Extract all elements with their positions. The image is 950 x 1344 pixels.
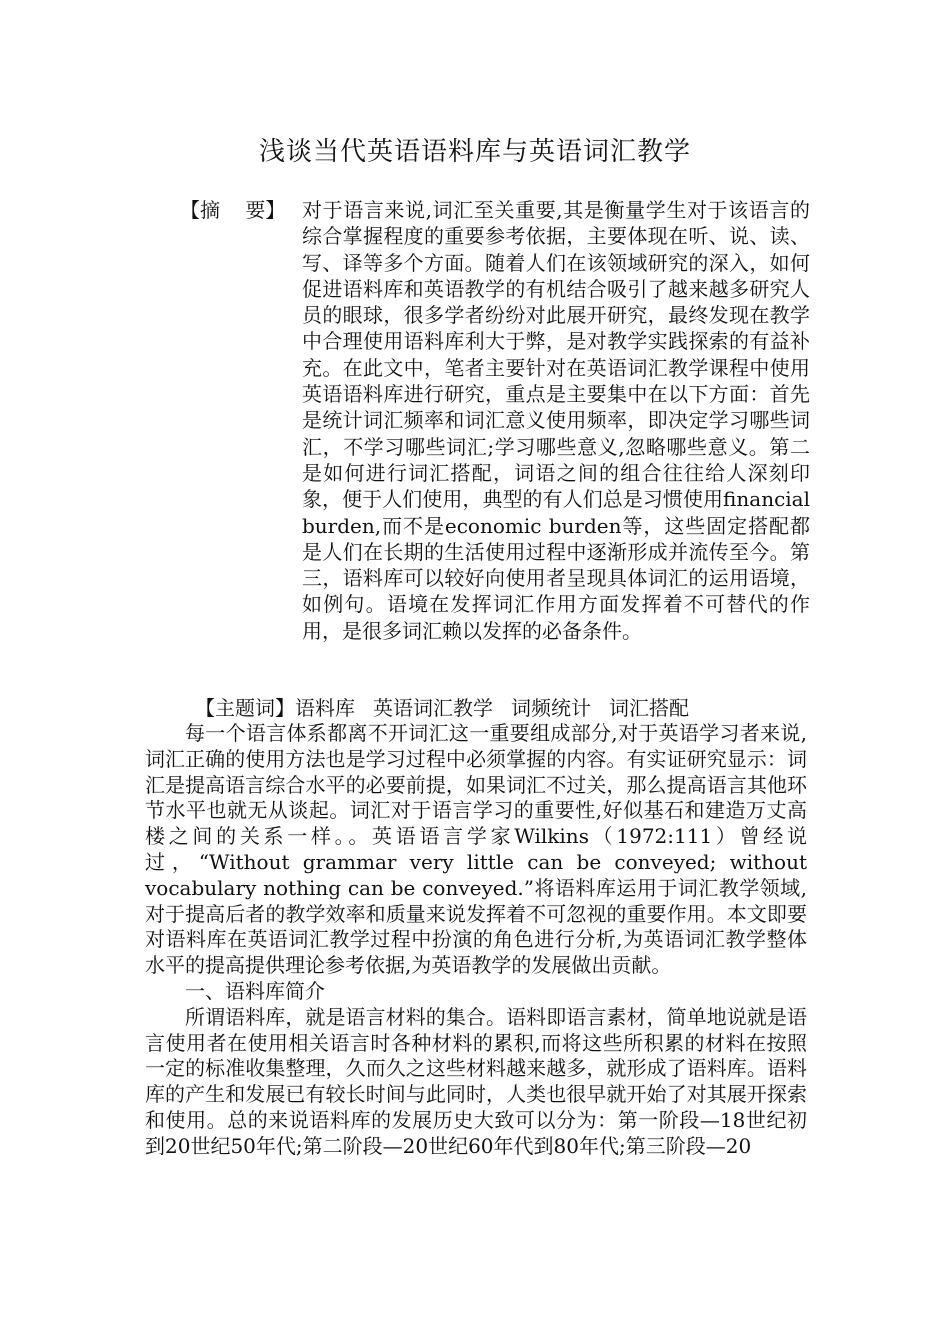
- abstract-label: 【摘 要】: [180, 198, 286, 222]
- keyword: 英语词汇教学: [373, 696, 493, 720]
- keyword: 词频统计: [511, 696, 591, 720]
- section-heading: 一、语料库简介: [185, 978, 325, 1003]
- document-body: [145, 721, 807, 1160]
- keywords-line: [195, 695, 815, 721]
- body-paragraph: 每一个语言体系都离不开词汇这一重要组成部分,对于英语学习者来说,词汇正确的使用方法也是学习过程中必须掌握的内容。有实证研究显示：词汇是提高语言综合水平的必要前提，如果词汇不过关，那么提高语言其他环节水平也就无从谈起。词汇对于语言学习的重要性,好似基石和建造万丈高楼之间的关系一样。。英语语言学家Wilkins（1972:111）曾经说过，“Without grammar very little can be conveyed; without vocabulary nothing can be conveyed.”将语料库运用于词汇教学领域,对于提高后者的教学效率和质量来说发挥着不可忽视的重要作用。本文即要对语料库在英语词汇教学过程中扮演的角色进行分析,为英语词汇教学整体水平的提高提供理论参考依据,为英语教学的发展做出贡献。: [145, 721, 807, 978]
- keywords-label: 【主题词】: [195, 696, 295, 720]
- abstract-block: [180, 197, 810, 644]
- document-title: 浅谈当代英语语料库与英语词汇教学: [258, 137, 691, 167]
- keyword: 词汇搭配: [609, 696, 689, 720]
- abstract-text: 对于语言来说,词汇至关重要,其是衡量学生对于该语言的综合掌握程度的重要参考依据，主要体现在听、说、读、写、译等多个方面。随着人们在该领域研究的深入，如何促进语料库和英语教学的有机结合吸引了越来越多研究人员的眼球，很多学者纷纷对此展开研究，最终发现在教学中合理使用语料库利大于弊，是对教学实践探索的有益补充。在此文中，笔者主要针对在英语词汇教学课程中使用英语语料库进行研究，重点是主要集中在以下方面：首先是统计词汇频率和词汇意义使用频率，即决定学习哪些词汇，不学习哪些词汇;学习哪些意义,忽略哪些意义。第二是如何进行词汇搭配，词语之间的组合往往给人深刻印象，便于人们使用，典型的有人们总是习惯使用financial burden,而不是economic burden等，这些固定搭配都是人们在长期的生活使用过程中逐渐形成并流传至今。第三，语料库可以较好向使用者呈现具体词汇的运用语境，如例句。语境在发挥词汇作用方面发挥着不可替代的作用，是很多词汇赖以发挥的必备条件。: [302, 198, 810, 643]
- body-paragraph: 所谓语料库，就是语言材料的集合。语料即语言素材，简单地说就是语言使用者在使用相关语言时各种材料的累积,而将这些所积累的材料在按照一定的标准收集整理，久而久之这些材料越来越多，就形成了语料库。语料库的产生和发展已有较长时间与此同时，人类也很早就开始了对其展开探索和使用。总的来说语料库的发展历史大致可以分为：第一阶段—18世纪初到20世纪50年代;第二阶段—20世纪60年代到80年代;第三阶段—20: [145, 1004, 807, 1158]
- keyword: 语料库: [295, 696, 355, 720]
